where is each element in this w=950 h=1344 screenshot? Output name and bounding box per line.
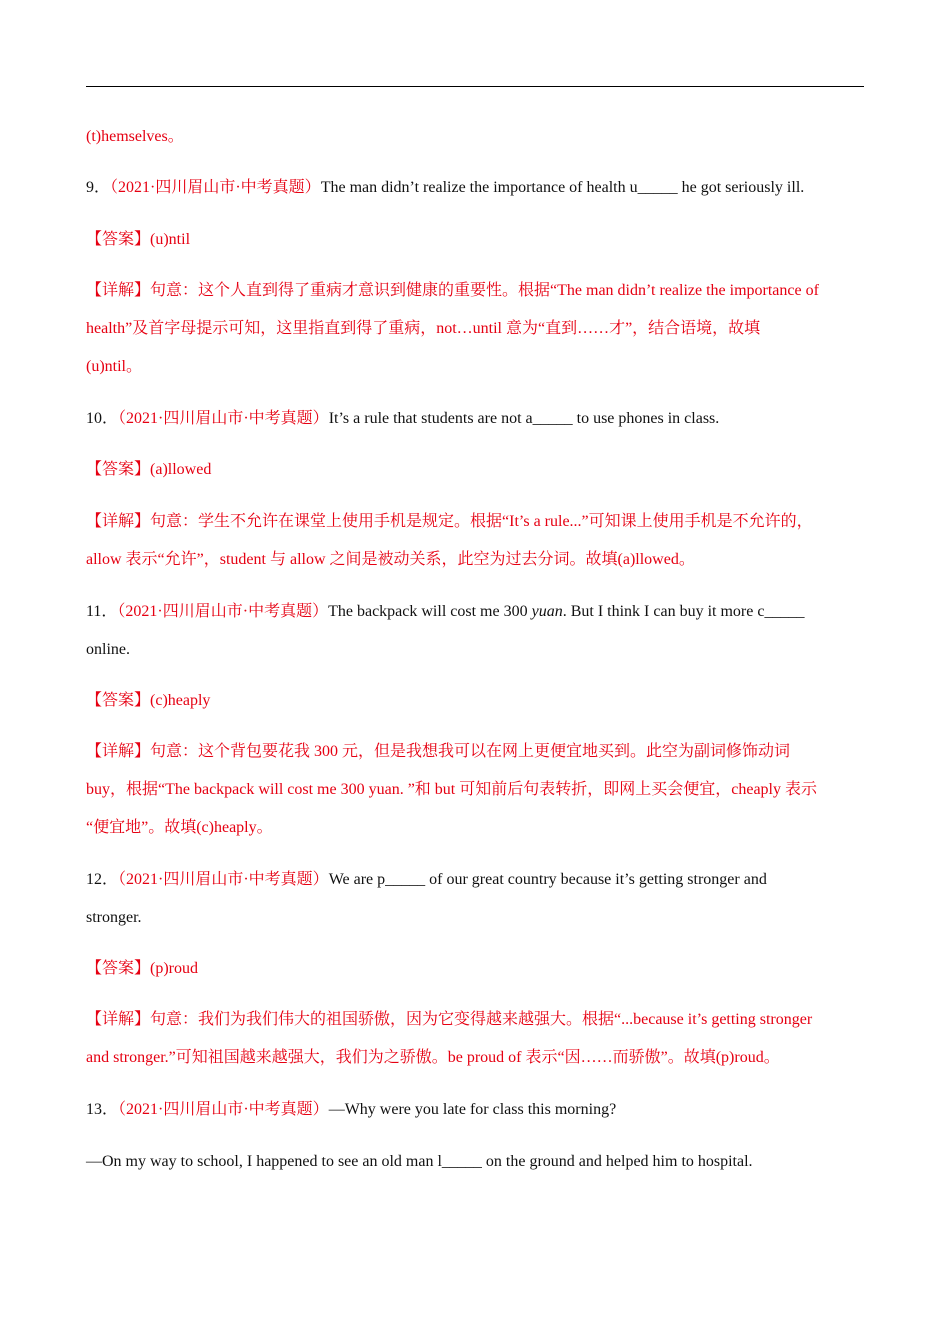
detail-9-line-2: health”及首字母提示可知，这里指直到得了重病，not…until 意为“直到……才”，结合语境，故填 [86, 320, 761, 337]
detail-10-line-2: allow 表示“允许”，student 与 allow 之间是被动关系，此空为过去分词。故填(a)llowed。 [86, 551, 695, 568]
question-source: （2021·四川眉山市·中考真题） [110, 179, 321, 196]
question-11 [86, 602, 868, 622]
question-number: 13． [86, 1101, 119, 1118]
question-source: （2021·四川眉山市·中考真题） [118, 410, 329, 427]
detail-label: 【详解】 [86, 1011, 151, 1028]
detail-11-line-1 [86, 742, 868, 762]
detail-label: 【详解】 [86, 513, 151, 530]
answer-label: 【答案】 [86, 231, 151, 248]
answer-text: (a)llowed [150, 461, 212, 478]
question-12-line-2: stronger. [86, 909, 142, 926]
answer-text: (u)ntil [150, 231, 191, 248]
answer-text: (p)roud [150, 960, 198, 977]
question-13 [86, 1100, 868, 1120]
question-12 [86, 870, 868, 890]
question-number: 10． [86, 410, 119, 427]
question-13-line-2: —On my way to school, I happened to see an old man l_____ on the ground and helped him to hospital. [86, 1153, 753, 1170]
question-source: （2021·四川眉山市·中考真题） [117, 603, 329, 620]
detail-9-line-1 [86, 281, 868, 301]
question-text-end: . But I think I can buy it more c_____ [562, 603, 805, 620]
question-source: （2021·四川眉山市·中考真题） [118, 871, 329, 888]
question-number: 9． [86, 179, 111, 196]
detail-label: 【详解】 [86, 282, 151, 299]
detail-9-line-3: (u)ntil。 [86, 358, 142, 375]
answer-text: (c)heaply [150, 692, 211, 709]
question-text: The backpack will cost me 300 [328, 603, 532, 620]
answer-11 [86, 691, 868, 711]
detail-10-line-1 [86, 512, 868, 532]
question-text: It’s a rule that students are not a_____ to use phones in class. [328, 410, 720, 427]
answer-9 [86, 230, 868, 250]
detail-11-line-2: buy，根据“The backpack will cost me 300 yuan. ”和 but 可知前后句表转折，即网上买会便宜，cheaply 表示 [86, 781, 817, 798]
detail-label: 【详解】 [86, 743, 151, 760]
answer-10 [86, 460, 868, 480]
detail-text: 句意：我们为我们伟大的祖国骄傲，因为它变得越来越强大。根据“...because it’s getting stronger [150, 1011, 813, 1028]
question-text: The man didn’t realize the importance of health u_____ he got seriously ill. [320, 179, 805, 196]
question-number: 11． [86, 603, 118, 620]
question-9 [86, 178, 868, 198]
detail-12-line-2: and stronger.”可知祖国越来越强大，我们为之骄傲。be proud of 表示“因……而骄傲”。故填(p)roud。 [86, 1049, 780, 1066]
detail-text: 句意：学生不允许在课堂上使用手机是规定。根据“It’s a rule...”可知课上使用手机是不允许的， [150, 513, 813, 530]
continuation-answer: (t)hemselves。 [86, 128, 184, 145]
question-italic-word: yuan [531, 603, 563, 620]
answer-12 [86, 959, 868, 979]
answer-label: 【答案】 [86, 692, 151, 709]
answer-label: 【答案】 [86, 960, 151, 977]
detail-text: 句意：这个人直到得了重病才意识到健康的重要性。根据“The man didn’t realize the importance of [150, 282, 819, 299]
question-source: （2021·四川眉山市·中考真题） [118, 1101, 329, 1118]
question-text: —Why were you late for class this morning? [328, 1101, 617, 1118]
question-number: 12． [86, 871, 119, 888]
header-rule [86, 86, 864, 87]
answer-label: 【答案】 [86, 461, 151, 478]
question-text: We are p_____ of our great country because it’s getting stronger and [328, 871, 767, 888]
question-11-line-2: online. [86, 641, 130, 658]
detail-11-line-3: “便宜地”。故填(c)heaply。 [86, 819, 273, 836]
detail-12-line-1 [86, 1010, 868, 1030]
detail-text: 句意：这个背包要花我 300 元，但是我想我可以在网上更便宜地买到。此空为副词修饰动词 [150, 743, 791, 760]
question-10 [86, 409, 868, 429]
